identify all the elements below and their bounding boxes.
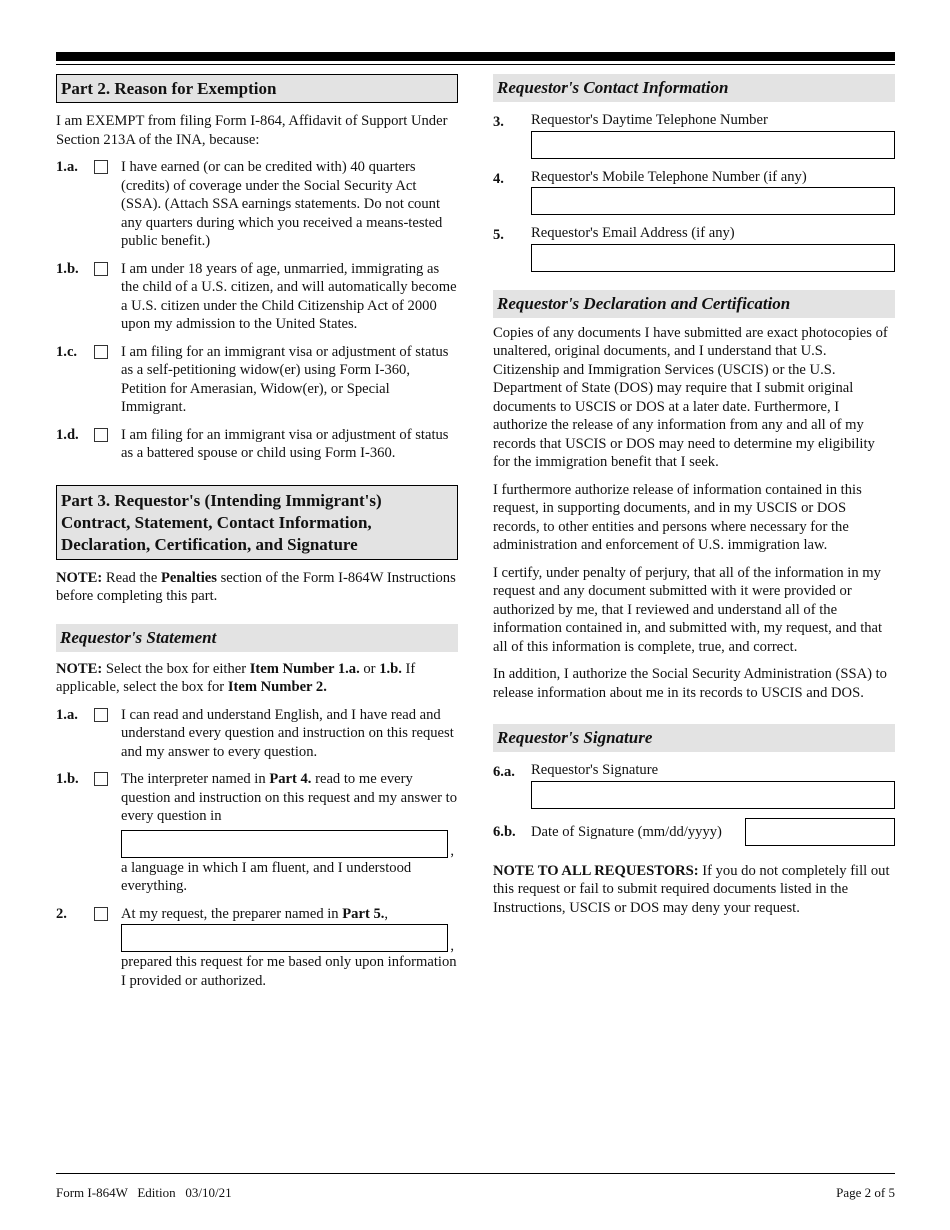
language-field-wrap [121, 830, 454, 859]
statement-note [56, 660, 458, 697]
footer-page-number: Page 2 of 5 [836, 1185, 895, 1200]
footer-rule [56, 1173, 895, 1174]
field-label: Date of Signature (mm/dd/yyyy) [531, 823, 722, 840]
signature-input[interactable] [531, 781, 895, 809]
item-text: I have earned (or can be credited with) 40 quarters (credits) of coverage under the Social Security Act (SSA). (Attach SSA earnings statements. Do not count any quarters during which you received a means-tested public benefit.) [121, 159, 443, 249]
item-number: 3. [493, 114, 504, 130]
signature-item-6b [493, 818, 895, 846]
item-number: 1.b. [56, 260, 79, 277]
field-label: Requestor's Daytime Telephone Number [531, 112, 768, 128]
note-text: If applicable, select the box for [56, 660, 416, 695]
statement-item-1b [56, 770, 458, 896]
checkbox-1d[interactable] [94, 428, 108, 442]
contact-item-3 [493, 111, 895, 159]
item-bold: Part 5. [342, 905, 385, 922]
comma: , [450, 937, 454, 954]
field-label: Requestor's Mobile Telephone Number (if any) [531, 168, 807, 185]
item-text: I am under 18 years of age, unmarried, immigrating as the child of a U.S. citizen, and will automatically become a U.S. citizen under the Child Citizenship Act of 2000 upon my admission to the United States. [121, 260, 457, 332]
part3-note [56, 569, 458, 606]
comma: , [450, 843, 454, 859]
declaration-paragraph: In addition, I authorize the Social Security Administration (SSA) to release information about me in its records to USCIS and DOS. [493, 666, 887, 701]
right-column [493, 74, 895, 917]
contact-item-5 [493, 224, 895, 272]
item-bold: Part 4. [269, 771, 312, 787]
item-number: 1.a. [56, 159, 78, 175]
item-text: prepared this request for me based only upon information I provided or authorized. [121, 954, 457, 989]
note-bold: Item Number 1.a. [249, 660, 360, 677]
item-text: I can read and understand English, and I have read and understand every question and instruction on this request and my answer to every question. [121, 706, 454, 760]
note-text: or [359, 660, 380, 677]
note-label: NOTE TO ALL REQUESTORS: [493, 862, 699, 879]
item-number: 1.c. [56, 343, 78, 360]
item-number: 1.b. [56, 771, 79, 787]
note-text: section of the Form I-864W Instructions before completing this part. [56, 569, 456, 604]
declaration-paragraph: I furthermore authorize release of information contained in this request, in supporting documents, and in my USCIS or DOS records, to other entities and persons where necessary for the administration and enforcement of U.S. immigration law. [493, 481, 862, 553]
language-input[interactable] [121, 830, 448, 858]
checkbox-statement-1a[interactable] [94, 708, 108, 722]
item-number: 4. [493, 170, 504, 187]
statement-item-1a [56, 706, 458, 762]
declaration-paragraph: Copies of any documents I have submitted are exact photocopies of unaltered, original documents, and I understand that U.S. Citizenship and Immigration Services (USCIS) or the U.S. Department of State (DOS) may require that I submit original documents to USCIS or DOS at a later date. Furthermore, I authorize the release of any information from any and all of my records that USCIS or DOS may need to determine my eligibility for the immigration benefit that I seek. [493, 324, 888, 470]
item-text: At my request, the preparer named in [121, 905, 343, 922]
item-text: I am filing for an immigrant visa or adjustment of status as a battered spouse or child using Form I-360. [121, 426, 449, 461]
statement-item-2 [56, 905, 458, 991]
note-label: NOTE: [56, 569, 103, 586]
footer-edition: Form I-864W Edition 03/10/21 [56, 1185, 232, 1200]
preparer-field-wrap [121, 924, 454, 954]
requestors-note [493, 862, 895, 918]
left-column [56, 74, 458, 990]
checkbox-statement-2[interactable] [94, 907, 108, 921]
item-number: 5. [493, 227, 504, 243]
email-input[interactable] [531, 244, 895, 272]
contact-header: Requestor's Contact Information [493, 74, 895, 102]
note-text: Read the [102, 569, 161, 586]
note-bold: 1.b. [379, 660, 402, 677]
declaration-header: Requestor's Declaration and Certification [493, 290, 895, 318]
item-number: 6.a. [493, 764, 515, 780]
note-label: NOTE: [56, 660, 103, 677]
checkbox-1a[interactable] [94, 160, 108, 174]
part2-item-1c [56, 343, 458, 417]
item-text: a language in which I am fluent, and I understood everything. [121, 859, 412, 894]
date-of-signature-input[interactable] [745, 818, 895, 846]
signature-header: Requestor's Signature [493, 724, 895, 752]
statement-header: Requestor's Statement [56, 624, 458, 652]
daytime-phone-input[interactable] [531, 131, 895, 159]
item-text: , [384, 905, 389, 922]
item-text: read to me every question and instruction on this request and my answer to every question in [121, 771, 458, 824]
note-bold: Item Number 2. [227, 679, 327, 695]
note-text: If you do not completely fill out this request or fail to submit required documents listed in the Instructions, USCIS or DOS may deny your request. [493, 862, 890, 916]
part2-item-1d [56, 426, 458, 463]
item-number: 1.a. [56, 706, 78, 723]
checkbox-statement-1b[interactable] [94, 772, 108, 786]
note-bold: Penalties [160, 569, 217, 586]
item-text: I am filing for an immigrant visa or adjustment of status as a self-petitioning widow(er) using Form I-360, Petition for Amerasian, Widow(er), or Special Immigrant. [121, 343, 449, 415]
mobile-phone-input[interactable] [531, 187, 895, 215]
part2-intro: I am EXEMPT from filing Form I-864, Affidavit of Support Under Section 213A of the INA, because: [56, 113, 448, 148]
note-text: Select the box for either [102, 660, 250, 677]
preparer-input[interactable] [121, 924, 448, 952]
checkbox-1b[interactable] [94, 262, 108, 276]
part2-item-1b [56, 260, 458, 334]
field-label: Requestor's Email Address (if any) [531, 225, 735, 241]
item-number: 1.d. [56, 426, 79, 443]
signature-item-6a [493, 761, 895, 809]
top-rule-thin [56, 64, 895, 65]
top-rule [56, 52, 895, 61]
declaration-paragraph: I certify, under penalty of perjury, that all of the information in my request and any document submitted with it were provided or authorized by me, that I reviewed and understand all of the information contained in, and submitted with, my request, and that all of this information is complete, true, and correct. [493, 564, 883, 655]
part2-item-1a [56, 158, 458, 251]
checkbox-1c[interactable] [94, 345, 108, 359]
field-label: Requestor's Signature [531, 762, 659, 778]
part2-header: Part 2. Reason for Exemption [56, 74, 458, 103]
part3-header: Part 3. Requestor's (Intending Immigrant's) Contract, Statement, Contact Information, Declaration, Certification, and Signature [56, 485, 458, 560]
item-text: The interpreter named in [121, 771, 270, 787]
item-number: 6.b. [493, 823, 516, 840]
contact-item-4 [493, 168, 895, 216]
item-number: 2. [56, 905, 67, 922]
